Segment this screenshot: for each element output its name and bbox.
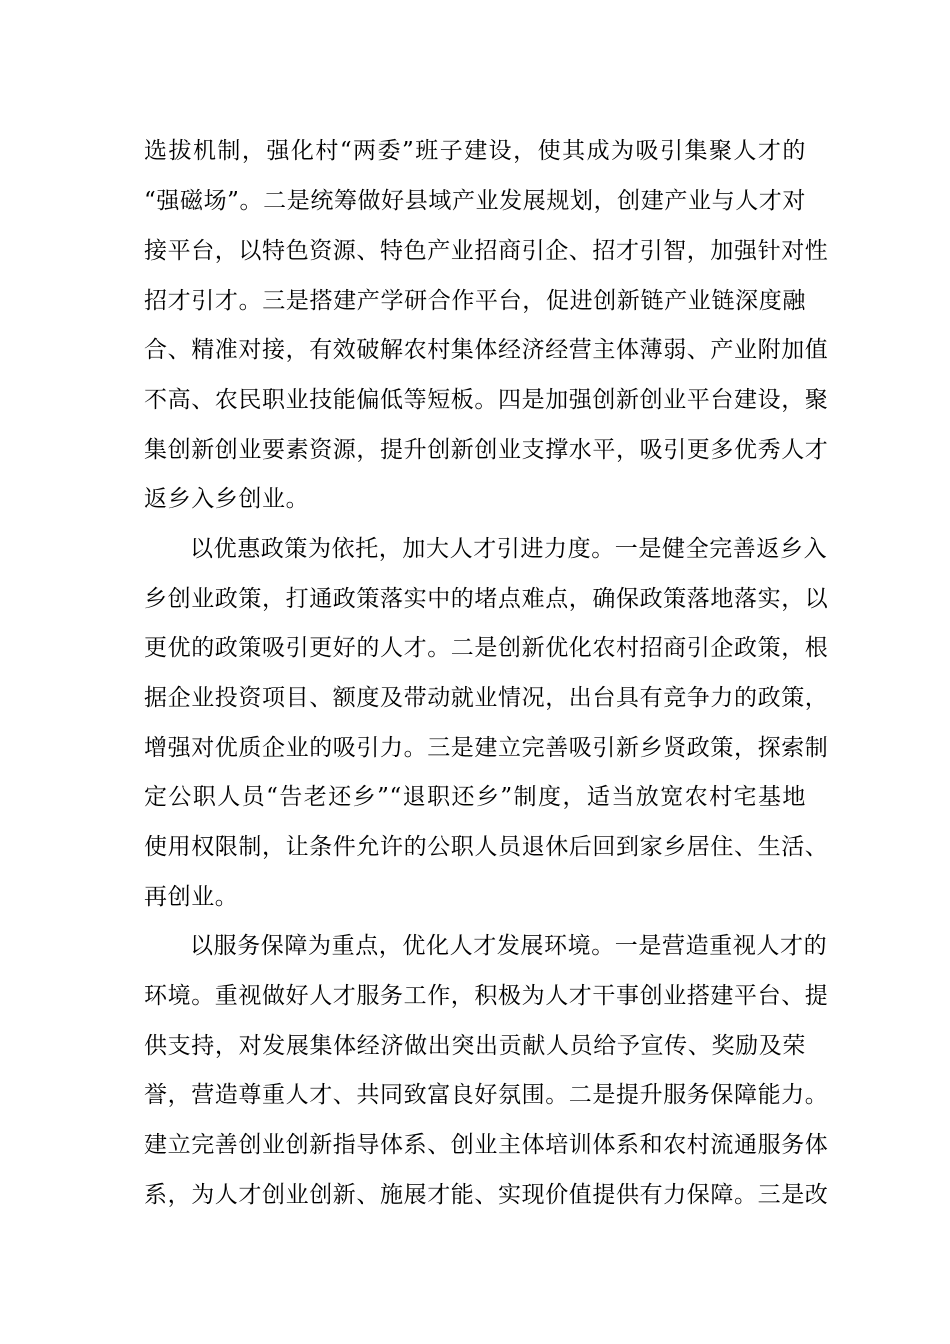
paragraph-1-line-8: 返乡入乡创业。	[144, 486, 310, 512]
paragraph-2-line-1: 以优惠政策为依托，加大人才引进力度。一是健全完善返乡入	[190, 536, 828, 562]
paragraph-2-line-7: 使用权限制，让条件允许的公职人员退休后回到家乡居住、生活、	[144, 834, 829, 860]
paragraph-1-line-1: 选拔机制，强化村“两委”班子建设，使其成为吸引集聚人才的	[144, 138, 806, 164]
paragraph-2-line-2: 乡创业政策，打通政策落实中的堵点难点，确保政策落地落实，以	[144, 586, 829, 612]
paragraph-2-line-8: 再创业。	[144, 884, 239, 910]
paragraph-3-line-5: 建立完善创业创新指导体系、创业主体培训体系和农村流通服务体	[144, 1132, 829, 1158]
paragraph-1-line-2: “强磁场”。二是统筹做好县域产业发展规划，创建产业与人才对	[144, 188, 806, 214]
paragraph-3-line-1: 以服务保障为重点，优化人才发展环境。一是营造重视人才的	[190, 933, 828, 959]
paragraph-3-line-4: 誉，营造尊重人才、共同致富良好氛围。二是提升服务保障能力。	[144, 1082, 829, 1108]
paragraph-1-line-4: 招才引才。三是搭建产学研合作平台，促进创新链产业链深度融	[144, 288, 806, 314]
paragraph-1-line-6: 不高、农民职业技能偏低等短板。四是加强创新创业平台建设，聚	[144, 387, 829, 413]
paragraph-3-line-6: 系，为人才创业创新、施展才能、实现价值提供有力保障。三是改	[144, 1182, 829, 1208]
paragraph-2-line-4: 据企业投资项目、额度及带动就业情况，出台具有竞争力的政策，	[144, 685, 829, 711]
paragraph-3-line-2: 环境。重视做好人才服务工作，积极为人才干事创业搭建平台、提	[144, 983, 829, 1009]
paragraph-1-line-5: 合、精准对接，有效破解农村集体经济经营主体薄弱、产业附加值	[144, 337, 829, 363]
paragraph-1-line-7: 集创新创业要素资源，提升创新创业支撑水平，吸引更多优秀人才	[144, 437, 829, 463]
paragraph-2-line-3: 更优的政策吸引更好的人才。二是创新优化农村招商引企政策，根	[144, 635, 829, 661]
paragraph-2-line-5: 增强对优质企业的吸引力。三是建立完善吸引新乡贤政策，探索制	[144, 735, 829, 761]
paragraph-1-line-3: 接平台，以特色资源、特色产业招商引企、招才引智，加强针对性	[144, 238, 829, 264]
paragraph-3-line-3: 供支持，对发展集体经济做出突出贡献人员给予宣传、奖励及荣	[144, 1033, 806, 1059]
paragraph-2-line-6: 定公职人员“告老还乡”“退职还乡”制度，适当放宽农村宅基地	[144, 784, 806, 810]
